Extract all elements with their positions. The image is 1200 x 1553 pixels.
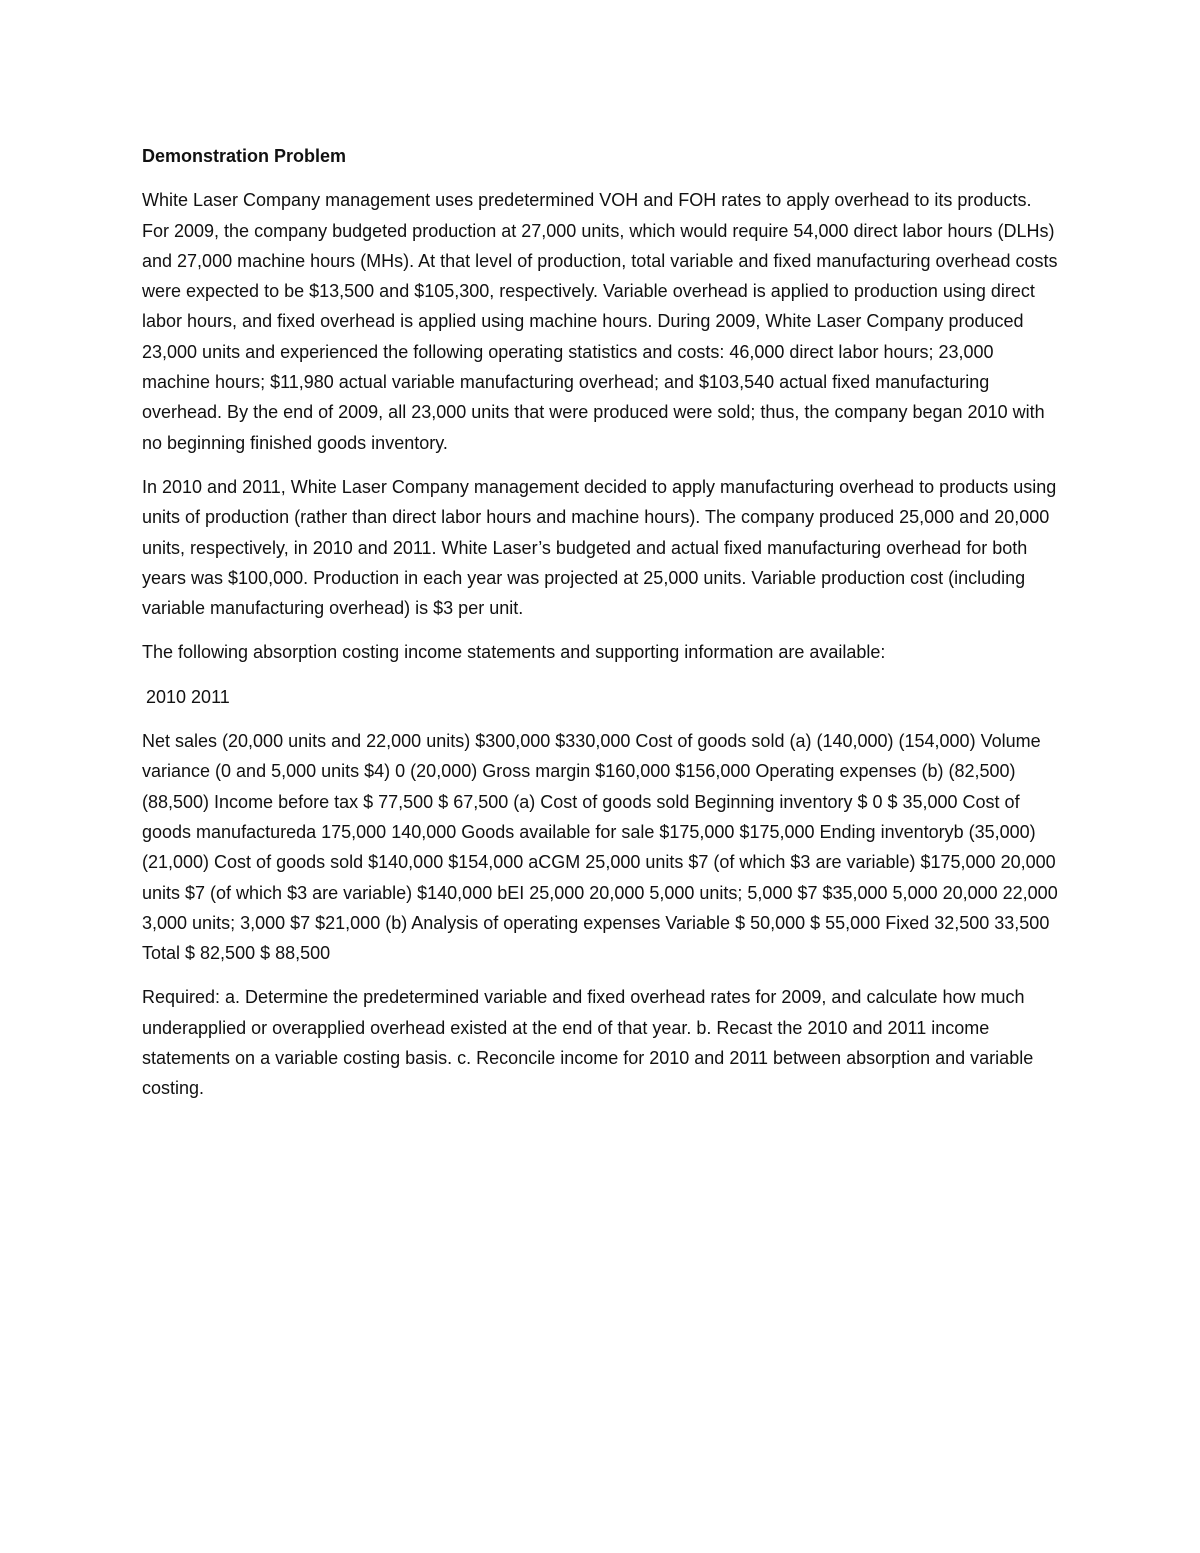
paragraph-2009-overhead: White Laser Company management uses predetermined VOH and FOH rates to apply overhead to its products. For 2009, the company budgeted production at 27,000 units, which would require 54,000 direct labor hours (DLHs) and 27,000 machine hours (MHs). At that level of production, total variable and fixed manufacturing overhead costs were expected to be $13,500 and $105,300, respectively. Variable overhead is applied to production using direct labor hours, and fixed overhead is applied using machine hours. During 2009, White Laser Company produced 23,000 units and experienced the following operating statistics and costs: 46,000 direct labor hours; 23,000 machine hours; $11,980 actual variable manufacturing overhead; and $103,540 actual fixed manufacturing overhead. By the end of 2009, all 23,000 units that were produced were sold; thus, the company began 2010 with no beginning finished goods inventory. [142,190,1058,453]
document-body [142,141,1062,1118]
year-headers: 2010 2011 [146,686,230,707]
income-statement-text: Net sales (20,000 units and 22,000 units) $300,000 $330,000 Cost of goods sold (a) (140,000) (154,000) Volume variance (0 and 5,000 units $4) 0 (20,000) Gross margin $160,000 $156,000 Operating expenses (b) (82,500) (88,500) Income before tax $ 77,500 $ 67,500 (a) Cost of goods sold Beginning inventory $ 0 $ 35,000 Cost of goods manufactureda 175,000 140,000 Goods available for sale $175,000 $175,000 Ending inventoryb (35,000) (21,000) Cost of goods sold $140,000 $154,000 aCGM 25,000 units $7 (of which $3 are variable) $175,000 20,000 units $7 (of which $3 are variable) $140,000 bEI 25,000 20,000 5,000 units; 5,000 $7 $35,000 5,000 20,000 22,000 3,000 units; 3,000 $7 $21,000 (b) Analysis of operating expenses Variable $ 50,000 $ 55,000 Fixed 32,500 33,500 Total $ 82,500 $ 88,500 [142,731,1058,964]
paragraph-2010-2011-production: In 2010 and 2011, White Laser Company management decided to apply manufacturing overhead to products using units of production (rather than direct labor hours and machine hours). The company produced 25,000 and 20,000 units, respectively, in 2010 and 2011. White Laser’s budgeted and actual fixed manufacturing overhead for both years was $100,000. Production in each year was projected at 25,000 units. Variable production cost (including variable manufacturing overhead) is $3 per unit. [142,476,1057,619]
paragraph-statements-intro: The following absorption costing income statements and supporting information are available: [142,642,886,663]
required-text: Required: a. Determine the predetermined variable and fixed overhead rates for 2009, and calculate how much underapplied or overapplied overhead existed at the end of that year. b. Recast the 2010 and 2011 income statements on a variable costing basis. c. Reconcile income for 2010 and 2011 between absorption and variable costing. [142,987,1034,1099]
document-title: Demonstration Problem [142,146,347,166]
